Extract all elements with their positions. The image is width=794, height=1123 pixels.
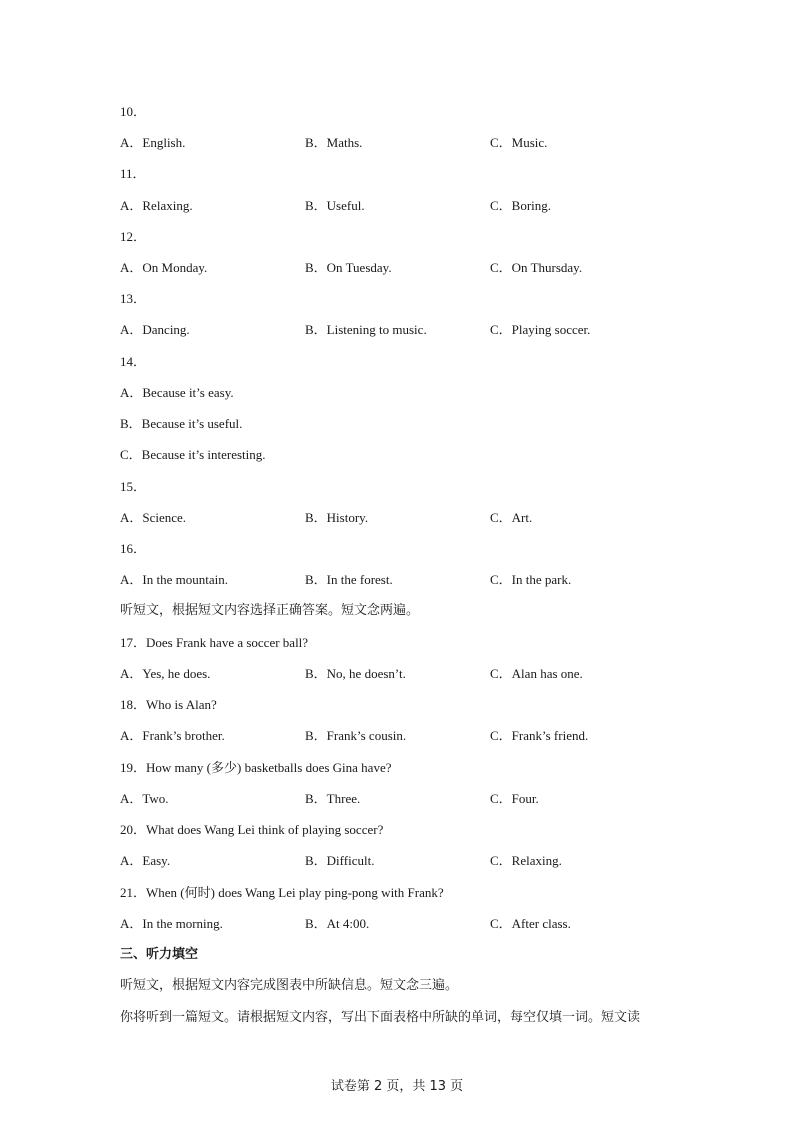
option-b: B．History. [305, 510, 369, 525]
option-a: A．In the mountain. [120, 572, 228, 587]
option-b: B．Maths. [305, 135, 363, 150]
option-c: C．Music. [490, 135, 548, 150]
option-b: B．Because it’s useful. [120, 416, 243, 431]
option-b: B．Difficult. [305, 853, 375, 868]
question-stem: 17．Does Frank have a soccer ball? [120, 635, 309, 650]
option-c: C．Relaxing. [490, 853, 562, 868]
option-a: A．Because it’s easy. [120, 385, 234, 400]
option-c: C．Because it’s interesting. [120, 447, 266, 462]
question-number: 13． [120, 291, 147, 306]
option-b: B．Listening to music. [305, 322, 427, 337]
option-c: C．In the park. [490, 572, 572, 587]
option-a: A．Yes, he does. [120, 666, 211, 681]
option-a: A．English. [120, 135, 186, 150]
question-number: 10． [120, 104, 147, 119]
option-a: A．Dancing. [120, 322, 190, 337]
question-stem: 18．Who is Alan? [120, 697, 217, 712]
question-number: 14． [120, 354, 147, 369]
section-heading: 三、听力填空 [120, 947, 199, 962]
section-instruction: 听短文，根据短文内容完成图表中所缺信息。短文念三遍。 [120, 978, 459, 993]
option-a: A．Science. [120, 510, 187, 525]
option-c: C．Frank’s friend. [490, 728, 589, 743]
option-a: A．Two. [120, 791, 169, 806]
page-footer: 试卷第 2 页，共 13 页 [330, 1079, 464, 1094]
question-stem: 20．What does Wang Lei think of playing soccer? [120, 822, 384, 837]
option-a: A．In the morning. [120, 916, 223, 931]
option-c: C．Art. [490, 510, 533, 525]
option-b: B．In the forest. [305, 572, 393, 587]
option-b: B．At 4:00. [305, 916, 370, 931]
option-c: C．On Thursday. [490, 260, 583, 275]
question-number: 12． [120, 229, 147, 244]
option-b: B．On Tuesday. [305, 260, 392, 275]
option-b: B．Useful. [305, 198, 365, 213]
question-number: 15． [120, 479, 147, 494]
question-stem: 19．How many (多少) basketballs does Gina have? [120, 760, 392, 775]
option-b: B．Frank’s cousin. [305, 728, 407, 743]
option-a: A．Easy. [120, 853, 171, 868]
section-instruction: 听短文，根据短文内容选择正确答案。短文念两遍。 [120, 603, 420, 618]
section-paragraph: 你将听到一篇短文。请根据短文内容，写出下面表格中所缺的单词，每空仅填一词。短文读 [120, 1010, 641, 1025]
option-b: B．No, he doesn’t. [305, 666, 406, 681]
option-c: C．Four. [490, 791, 539, 806]
option-c: C．After class. [490, 916, 571, 931]
option-a: A．Frank’s brother. [120, 728, 225, 743]
option-a: A．On Monday. [120, 260, 208, 275]
option-b: B．Three. [305, 791, 361, 806]
question-stem: 21．When (何时) does Wang Lei play ping-pong with Frank? [120, 885, 444, 900]
question-number: 11． [120, 166, 146, 181]
option-c: C．Boring. [490, 198, 552, 213]
option-c: C．Playing soccer. [490, 322, 591, 337]
option-c: C．Alan has one. [490, 666, 583, 681]
question-number: 16． [120, 541, 147, 556]
option-a: A．Relaxing. [120, 198, 193, 213]
